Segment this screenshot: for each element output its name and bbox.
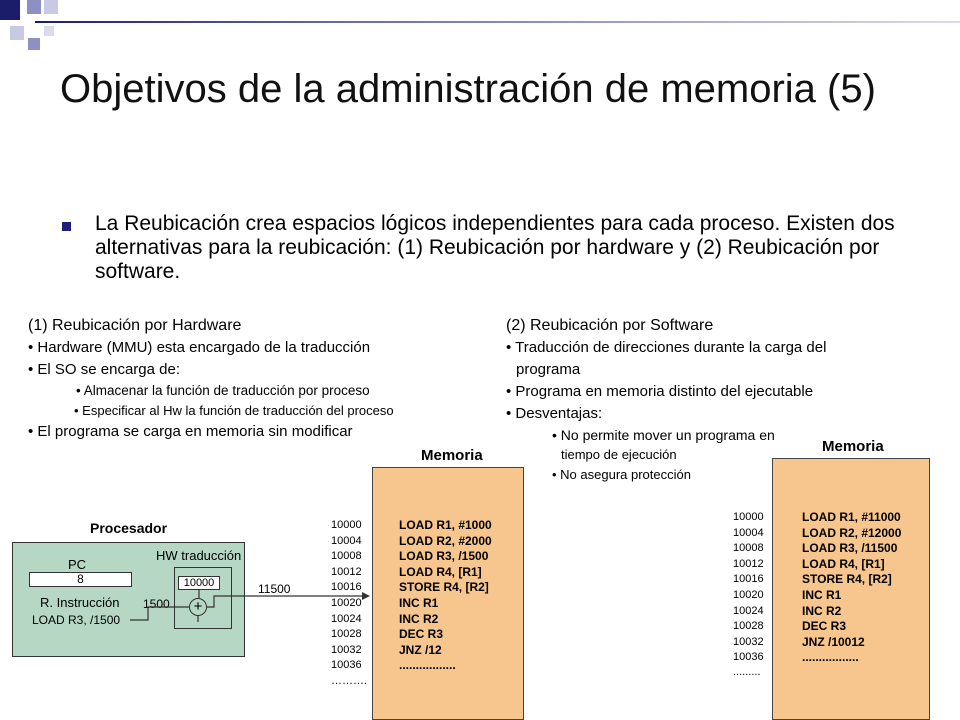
memory-instruction: JNZ /10012	[802, 634, 865, 649]
memory-sw-addr-more: .........	[733, 666, 761, 678]
hardware-sub-2: • Especificar al Hw la función de traducción del proceso	[74, 403, 394, 418]
memory-instruction: JNZ /12	[399, 642, 442, 657]
memory-address: 10036	[331, 659, 362, 672]
memory-address: 10004	[331, 534, 362, 547]
memory-instruction: LOAD R4, [R1]	[802, 556, 885, 571]
memory-instruction: LOAD R4, [R1]	[399, 564, 482, 579]
memory-instruction: DEC R3	[802, 619, 847, 634]
memory-instruction: .................	[802, 650, 859, 665]
memory-instruction: STORE R4, [R2]	[802, 572, 892, 587]
output-address: 11500	[258, 582, 291, 596]
software-bullet-3: • Desventajas:	[506, 405, 603, 422]
slide-title: Objetivos de la administración de memoria (5)	[60, 67, 876, 111]
input-address: 1500	[143, 597, 170, 611]
memory-instruction: LOAD R2, #2000	[399, 533, 492, 548]
processor-title: Procesador	[90, 520, 168, 536]
adder-icon: +	[189, 598, 207, 616]
memory-instruction: .................	[399, 658, 456, 673]
software-bullet-1-cont: programa	[516, 361, 581, 378]
software-sub-1: • No permite mover un programa en	[552, 427, 775, 443]
memory-address: 10024	[733, 604, 764, 617]
memory-instruction: LOAD R3, /1500	[399, 549, 489, 564]
memory-hw-title: Memoria	[421, 447, 483, 464]
memory-address: 10016	[733, 573, 764, 586]
hardware-bullet-2: • El SO se encarga de:	[28, 361, 180, 378]
ri-value: LOAD R3, /1500	[32, 613, 121, 627]
memory-instruction: STORE R4, [R2]	[399, 580, 489, 595]
hardware-heading: (1) Reubicación por Hardware	[28, 317, 242, 334]
memory-address: 10032	[331, 643, 362, 656]
memory-address: 10000	[331, 519, 362, 531]
memory-address: 10028	[733, 620, 764, 633]
hardware-bullet-3: • El programa se carga en memoria sin modificar	[28, 423, 353, 440]
memory-address: 10036	[733, 651, 764, 664]
memory-address: 10004	[733, 526, 764, 539]
memory-instruction: INC R1	[802, 587, 842, 602]
memory-sw-title: Memoria	[822, 438, 884, 455]
memory-instruction: INC R2	[399, 611, 439, 626]
software-bullet-2: • Programa en memoria distinto del ejecutable	[506, 383, 814, 400]
main-bullet-text: La Reubicación crea espacios lógicos independientes para cada proceso. Existen dos alternativas para la reubicación: (1) Reubicación por hardware y (2) Reubicación por software.	[95, 212, 895, 283]
hardware-bullet-1: • Hardware (MMU) esta encargado de la traducción	[28, 339, 371, 356]
memory-instruction: LOAD R1, #1000	[399, 518, 492, 532]
memory-hw-addr-more: ……….	[331, 675, 368, 687]
memory-address: 10016	[331, 581, 362, 594]
memory-instruction: DEC R3	[399, 627, 444, 642]
memory-address: 10008	[733, 542, 764, 555]
memory-address: 10028	[331, 628, 362, 641]
memory-instruction: INC R1	[399, 595, 439, 610]
arrow-head-icon	[362, 592, 370, 600]
memory-address: 10024	[331, 612, 362, 625]
software-sub-2: • No asegura protección	[552, 467, 691, 482]
memory-address: 10012	[733, 557, 764, 570]
memory-address: 10012	[331, 565, 362, 578]
memory-instruction: LOAD R1, #11000	[802, 510, 901, 524]
ri-to-adder-arrow	[130, 607, 189, 620]
ri-label: R. Instrucción	[40, 595, 120, 610]
software-sub-1-cont: tiempo de ejecución	[561, 447, 677, 462]
memory-instruction: INC R2	[802, 603, 842, 618]
hardware-sub-1: • Almacenar la función de traducción por proceso	[76, 383, 370, 398]
adder-to-memory-arrow	[207, 596, 362, 607]
software-bullet-1: • Traducción de direcciones durante la carga del	[506, 339, 827, 356]
hw-translation-label: HW traducción	[156, 548, 242, 563]
software-heading: (2) Reubicación por Software	[506, 317, 714, 334]
base-register-value: 10000	[178, 576, 220, 590]
memory-address: 10020	[331, 596, 362, 609]
memory-instruction: LOAD R3, /11500	[802, 541, 898, 556]
memory-address: 10008	[331, 550, 362, 563]
memory-address: 10000	[733, 511, 764, 523]
pc-value: 8	[29, 572, 132, 587]
memory-address: 10020	[733, 588, 764, 601]
pc-label: PC	[68, 557, 87, 572]
memory-instruction: LOAD R2, #12000	[802, 525, 902, 540]
memory-address: 10032	[733, 635, 764, 648]
